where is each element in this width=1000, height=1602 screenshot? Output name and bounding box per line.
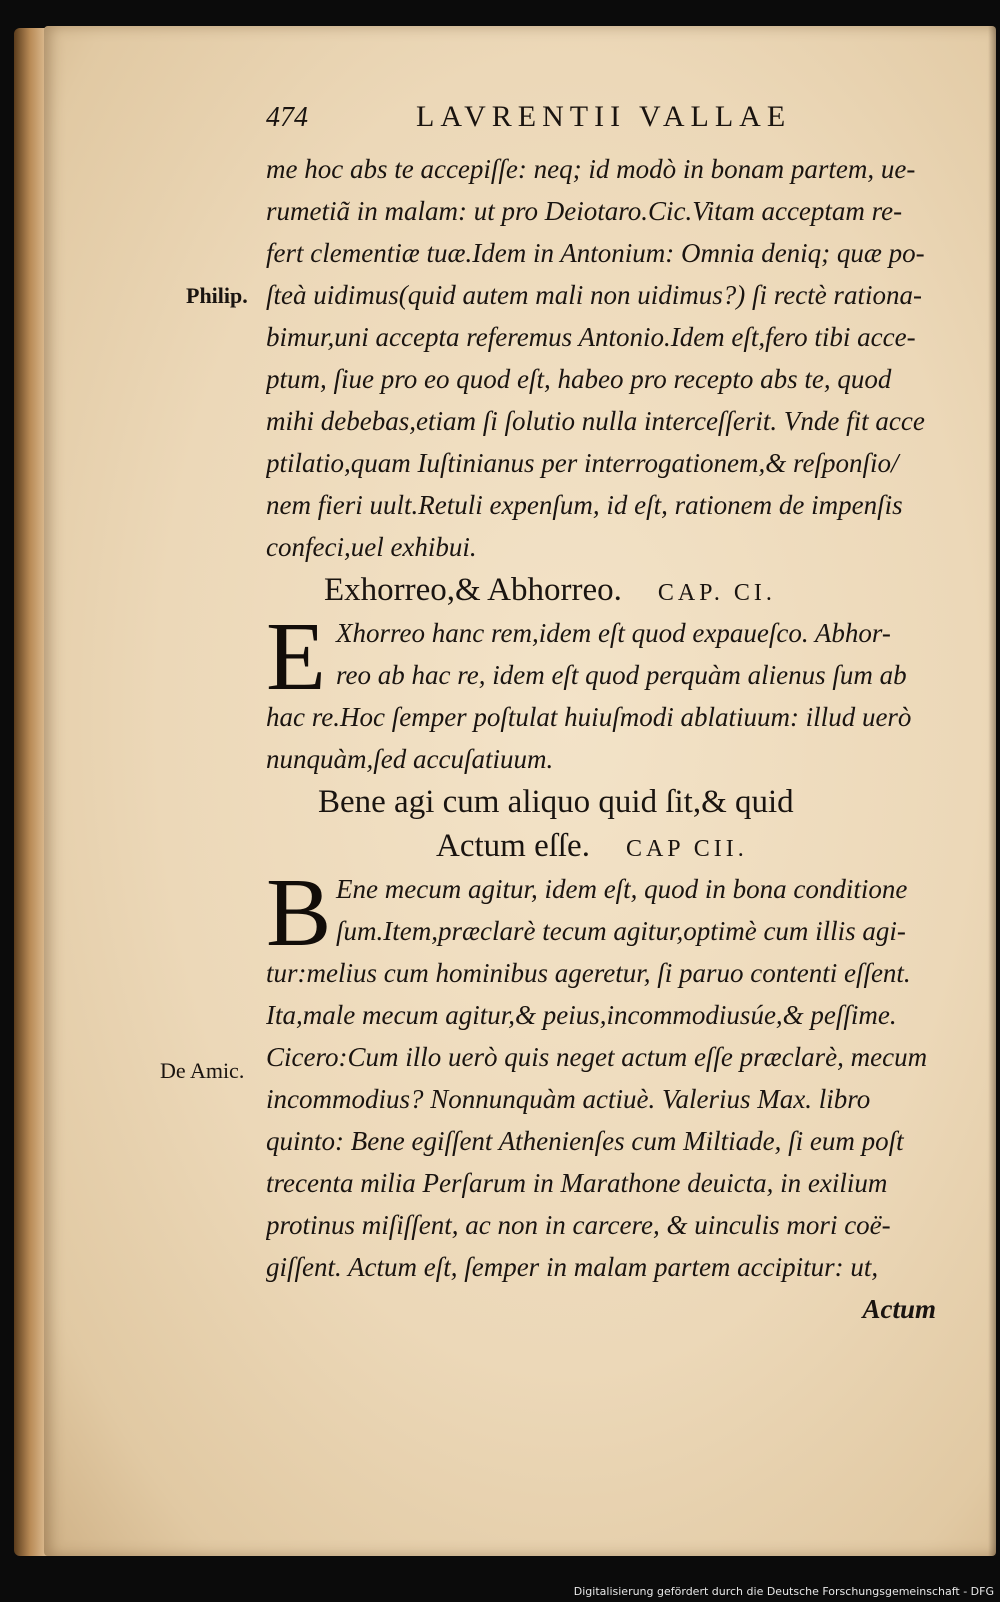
body-line: incommodius? Nonnunquàm actiuè. Valerius Max. libro (266, 1084, 871, 1114)
body-line: tur:melius cum hominibus ageretur, ſi paruo contenti eſſent. (266, 958, 911, 988)
body-line: confeci,uel exhibui. (266, 532, 477, 562)
digitization-credit: Digitalisierung gefördert durch die Deutsche Forschungsgemeinschaft - DFG (573, 1585, 994, 1598)
chapter-heading-101 (266, 568, 956, 612)
body-line: giſſent. Actum eſt, ſemper in malam partem accipitur: ut, (266, 1252, 879, 1282)
drop-cap-letter: E (266, 603, 326, 711)
body-line: quinto: Bene egiſſent Athenienſes cum Miltiade, ſi eum poſt (266, 1126, 904, 1156)
body-line: ſteà uidimus(quid autem mali non uidimus?) ſi rectè rationa- (266, 280, 922, 310)
running-head (266, 100, 956, 148)
body-line: mihi debebas,etiam ſi ſolutio nulla interceſſerit. Vnde fit acce (266, 406, 925, 436)
body-line: ſum.Item,præclarè tecum agitur,optimè cum illis agi- (336, 916, 906, 946)
body-line: Ene mecum agitur, idem eſt, quod in bona conditione (336, 874, 908, 904)
chapter-title: Exhorreo,& Abhorreo. (324, 572, 622, 608)
body-line: ptum, ſiue pro eo quod eſt, habeo pro recepto abs te, quod (266, 364, 892, 394)
chapter-title: Bene agi cum aliquo quid ſit,& quid (318, 784, 794, 820)
margin-note-philip: Philip. (186, 283, 248, 308)
chapter-102-paragraph (266, 859, 956, 1288)
chapter-heading-102-cont (266, 824, 956, 868)
chapter-heading-102 (266, 780, 956, 824)
chapter-101-paragraph (266, 603, 956, 780)
body-line: fert clementiæ tuæ.Idem in Antonium: Omnia deniq; quæ po- (266, 238, 925, 268)
body-line: bimur,uni accepta referemus Antonio.Idem eſt,fero tibi acce- (266, 322, 916, 352)
body-line: nem fieri uult.Retuli expenſum, id eſt, rationem de impenſis (266, 490, 903, 520)
drop-cap-letter: B (266, 859, 332, 967)
body-line: rumetiã in malam: ut pro Deiotaro.Cic.Vitam acceptam re- (266, 196, 903, 226)
margin-note-de-amic: De Amic. (160, 1058, 245, 1083)
body-line: hac re.Hoc ſemper poſtulat huiuſmodi ablatiuum: illud uerò (266, 702, 912, 732)
body-line: nunquàm,ſed accuſatiuum. (266, 744, 554, 774)
body-line: reo ab hac re, idem eſt quod perquàm alienus ſum ab (336, 660, 907, 690)
body-line: ptilatio,quam Iuſtinianus per interrogationem,& reſponſio/ (266, 448, 899, 478)
chapter-number: CAP. CI. (657, 580, 776, 606)
body-line: trecenta milia Perſarum in Marathone deuicta, in exilium (266, 1168, 888, 1198)
chapter-number: CAP CII. (625, 836, 748, 862)
running-title: LAVRENTII VALLAE (416, 100, 792, 133)
page-number: 474 (266, 102, 308, 133)
body-line: Xhorreo hanc rem,idem eſt quod expaueſco. Abhor- (336, 618, 891, 648)
body-line: Cicero:Cum illo uerò quis neget actum eſſe præclarè, mecum (266, 1042, 928, 1072)
catchword: Actum (862, 1294, 936, 1324)
page-shadow (988, 26, 996, 1556)
body-line: protinus miſiſſent, ac non in carcere, & uinculis mori coë- (266, 1210, 891, 1240)
body-line: me hoc abs te accepiſſe: neq; id modò in bonam partem, ue- (266, 154, 916, 184)
body-line: Ita,male mecum agitur,& peius,incommodiusúe,& peſſime. (266, 1000, 897, 1030)
chapter-title: Actum eſſe. (436, 828, 590, 864)
text-block (266, 100, 956, 1330)
